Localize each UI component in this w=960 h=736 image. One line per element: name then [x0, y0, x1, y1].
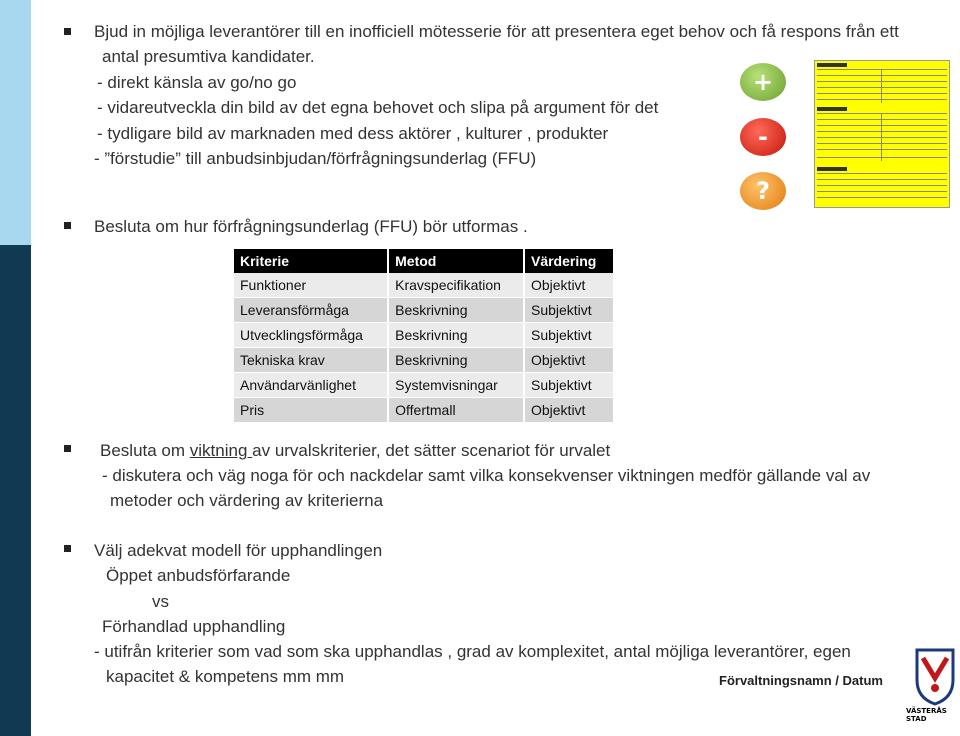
table-cell: Subjektivt [524, 373, 614, 398]
section4-line6: kapacitet & kompetens mm mm [106, 667, 345, 686]
bullet-marker [64, 222, 71, 229]
table-row [234, 298, 614, 323]
section1-sub3: - tydligare bild av marknaden med dess aktörer , kulturer , produkter [97, 124, 609, 143]
table-cell: Leveransförmåga [234, 298, 388, 323]
section1-line1: Bjud in möjliga leverantörer till en inofficiell mötesserie för att presentera eget behov och få respons från ett [94, 22, 899, 41]
section3-line1 [100, 441, 610, 461]
section4-line5: - utifrån kriterier som vad som ska upphandlas , grad av komplexitet, antal möjliga leverantörer, egen [94, 642, 851, 661]
bullet-marker [64, 28, 71, 35]
section4-line1: Välj adekvat modell för upphandlingen [94, 541, 383, 560]
table-row [234, 273, 614, 298]
sidebar-accent-dark [0, 245, 31, 736]
section4-line4: Förhandlad upphandling [102, 617, 286, 636]
city-shield-icon [913, 646, 957, 706]
section3-suffix: av urvalskriterier, det sätter scenariot för urvalet [252, 441, 611, 460]
section1-sub1: - direkt känsla av go/no go [97, 73, 297, 92]
table-cell: Subjektivt [524, 323, 614, 348]
table-row [234, 398, 614, 423]
table-cell: Utvecklingsförmåga [234, 323, 388, 348]
table-cell: Pris [234, 398, 388, 423]
table-header: Värdering [524, 249, 614, 273]
table-cell: Beskrivning [388, 298, 524, 323]
section1-sub4: - ”förstudie” till anbudsinbjudan/förfrågningsunderlag (FFU) [94, 149, 537, 168]
table-cell: Objektivt [524, 273, 614, 298]
section3-underlined-term: viktning [189, 441, 253, 460]
table-header: Kriterie [234, 249, 388, 273]
section2-text: Besluta om hur förfrågningsunderlag (FFU) bör utformas . [94, 217, 528, 236]
bullet-marker [64, 545, 71, 552]
section3-sub2: metoder och värdering av kriterierna [110, 491, 384, 510]
table-cell: Användarvänlighet [234, 373, 388, 398]
table-row [234, 373, 614, 398]
section3-sub1: - diskutera och väg noga för och nackdelar samt vilka konsekvenser viktningen medför gällande val av [102, 466, 871, 485]
table-cell: Objektivt [524, 348, 614, 373]
table-cell: Beskrivning [388, 323, 524, 348]
table-cell: Funktioner [234, 273, 388, 298]
logo-text: VÄSTERÅS STAD [906, 707, 947, 723]
table-cell: Kravspecifikation [388, 273, 524, 298]
table-cell: Tekniska krav [234, 348, 388, 373]
footer-text: Förvaltningsnamn / Datum [719, 673, 883, 688]
evaluation-form-thumbnail [814, 60, 950, 208]
section4-line2: Öppet anbudsförfarande [106, 566, 291, 585]
section1-line2: antal presumtiva kandidater. [102, 47, 315, 66]
table-cell: Objektivt [524, 398, 614, 423]
table-cell: Systemvisningar [388, 373, 524, 398]
section1-sub2: - vidareutveckla din bild av det egna behovet och slipa på argument för det [97, 98, 659, 117]
plus-button[interactable]: + [740, 63, 786, 101]
criteria-table [234, 249, 615, 423]
minus-button[interactable]: - [740, 118, 786, 156]
table-row [234, 323, 614, 348]
table-cell: Offertmall [388, 398, 524, 423]
bullet-marker [64, 445, 71, 452]
sidebar-accent-light [0, 0, 31, 245]
section4-line3: vs [152, 592, 169, 611]
table-cell: Beskrivning [388, 348, 524, 373]
table-cell: Subjektivt [524, 298, 614, 323]
table-header: Metod [388, 249, 524, 273]
question-button[interactable]: ? [740, 172, 786, 210]
table-row [234, 348, 614, 373]
section3-prefix: Besluta om [100, 441, 190, 460]
